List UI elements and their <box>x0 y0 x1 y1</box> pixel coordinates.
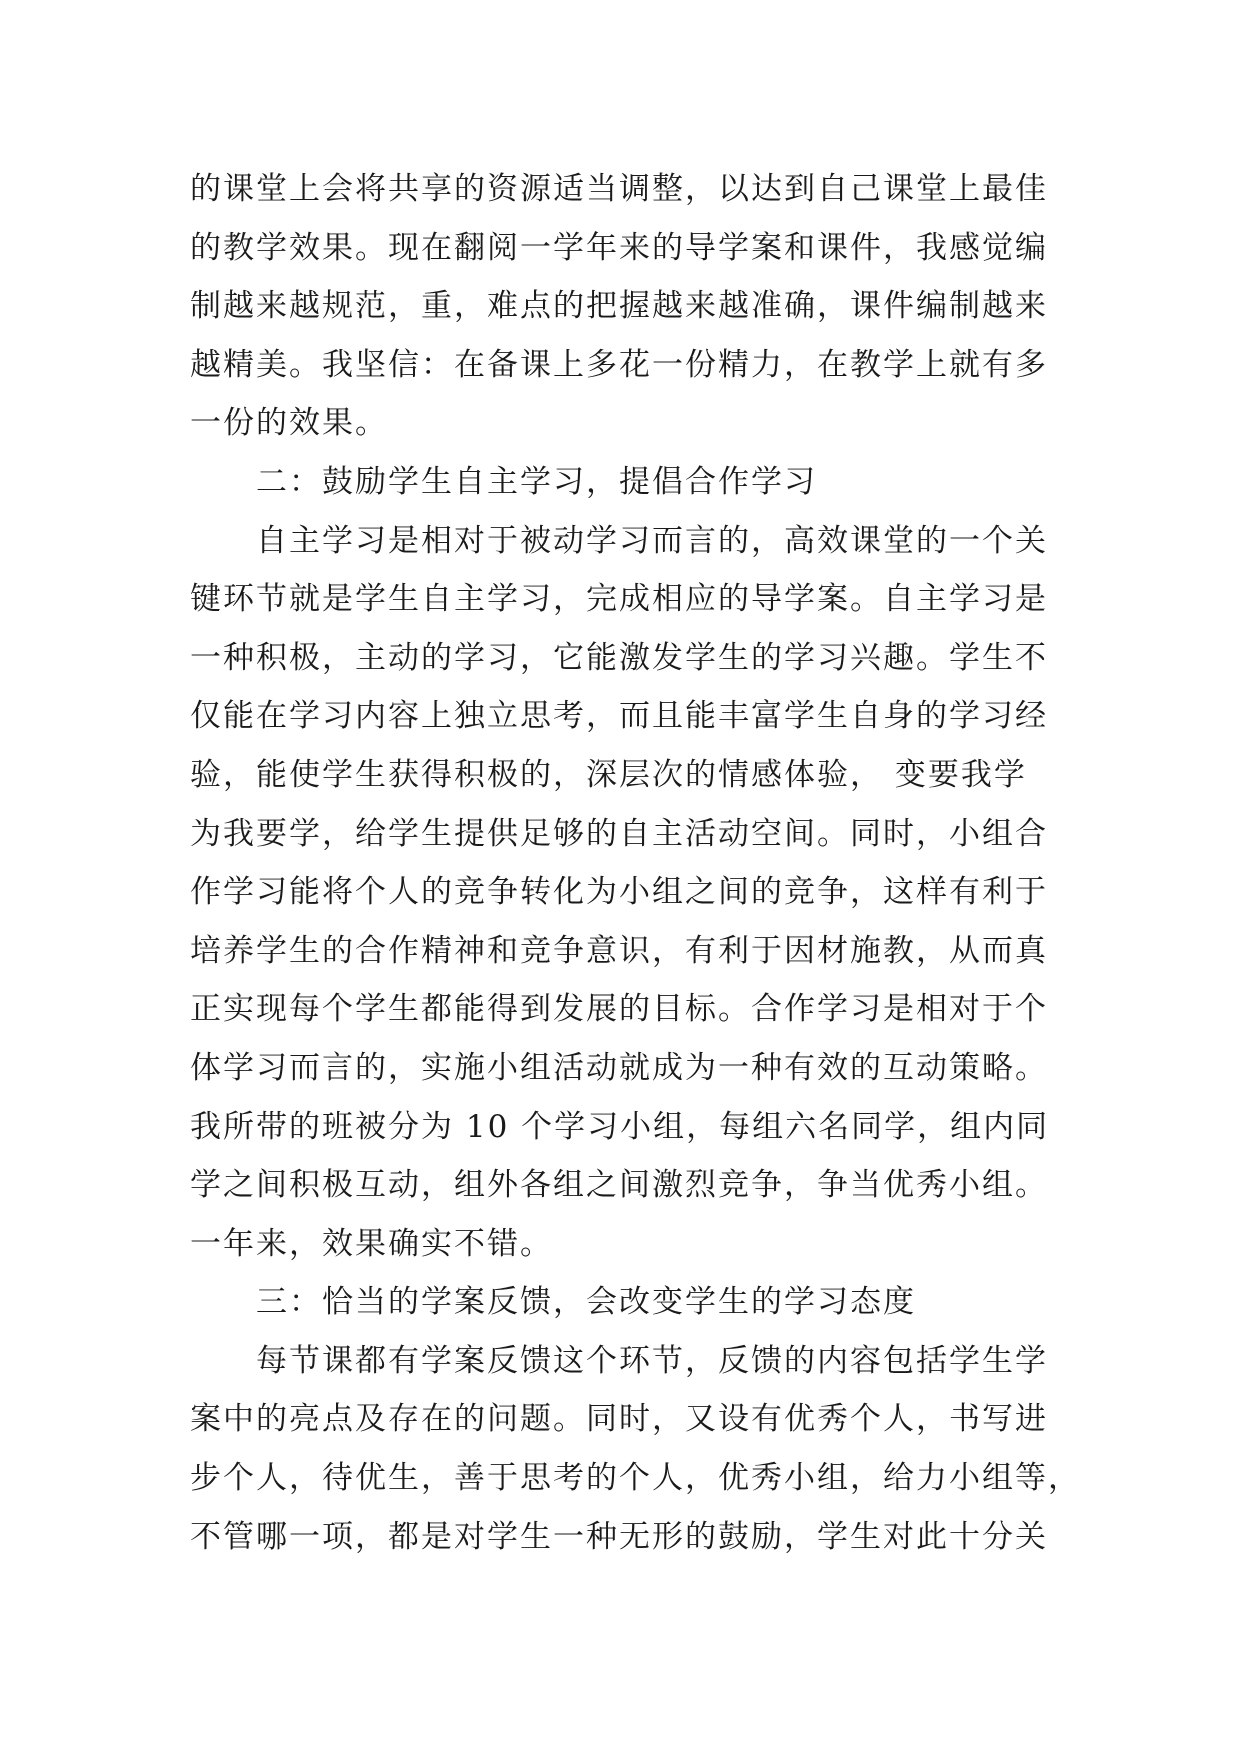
text-line: 我所带的班被分为 10 个学习小组，每组六名同学，组内同 <box>190 1108 1050 1145</box>
section-heading-3: 三：恰当的学案反馈，会改变学生的学习态度 <box>256 1284 916 1321</box>
text-line: 作学习能将个人的竞争转化为小组之间的竞争，这样有利于 <box>190 874 1048 911</box>
text-line: 一种积极，主动的学习，它能激发学生的学习兴趣。学生不 <box>190 639 1048 676</box>
section-heading-2: 二：鼓励学生自主学习，提倡合作学习 <box>256 463 817 500</box>
text-line: 的教学效果。现在翻阅一学年来的导学案和课件，我感觉编 <box>190 229 1048 266</box>
text-line: 培养学生的合作精神和竞争意识，有利于因材施教，从而真 <box>190 932 1048 969</box>
text-line: 一年来，效果确实不错。 <box>190 1225 553 1262</box>
text-line: 仅能在学习内容上独立思考，而且能丰富学生自身的学习经 <box>190 698 1048 735</box>
text-line: 步个人，待优生，善于思考的个人，优秀小组，给力小组等， <box>190 1460 1081 1497</box>
text-line: 的课堂上会将共享的资源适当调整，以达到自己课堂上最佳 <box>190 171 1048 207</box>
text-line: 正实现每个学生都能得到发展的目标。合作学习是相对于个 <box>190 991 1048 1028</box>
text-line: 一份的效果。 <box>190 405 388 442</box>
text-line: 制越来越规范，重，难点的把握越来越准确，课件编制越来 <box>190 288 1048 325</box>
text-line: 验，能使学生获得积极的，深层次的情感体验， 变要我学 <box>190 756 1027 793</box>
text-line: 案中的亮点及存在的问题。同时，又设有优秀个人，书写进 <box>190 1401 1048 1438</box>
text-line: 越精美。我坚信：在备课上多花一份精力，在教学上就有多 <box>190 346 1048 383</box>
text-line: 体学习而言的，实施小组活动就成为一种有效的互动策略。 <box>190 1049 1048 1086</box>
body-text <box>190 160 1081 1566</box>
text-line: 不管哪一项，都是对学生一种无形的鼓励，学生对此十分关 <box>190 1518 1048 1555</box>
paragraph-start: 每节课都有学案反馈这个环节，反馈的内容包括学生学 <box>256 1342 1048 1379</box>
text-line: 键环节就是学生自主学习，完成相应的导学案。自主学习是 <box>190 581 1048 618</box>
text-line: 学之间积极互动，组外各组之间激烈竞争，争当优秀小组。 <box>190 1167 1048 1204</box>
text-line: 为我要学，给学生提供足够的自主活动空间。同时，小组合 <box>190 815 1048 852</box>
paragraph-start: 自主学习是相对于被动学习而言的，高效课堂的一个关 <box>256 522 1048 559</box>
